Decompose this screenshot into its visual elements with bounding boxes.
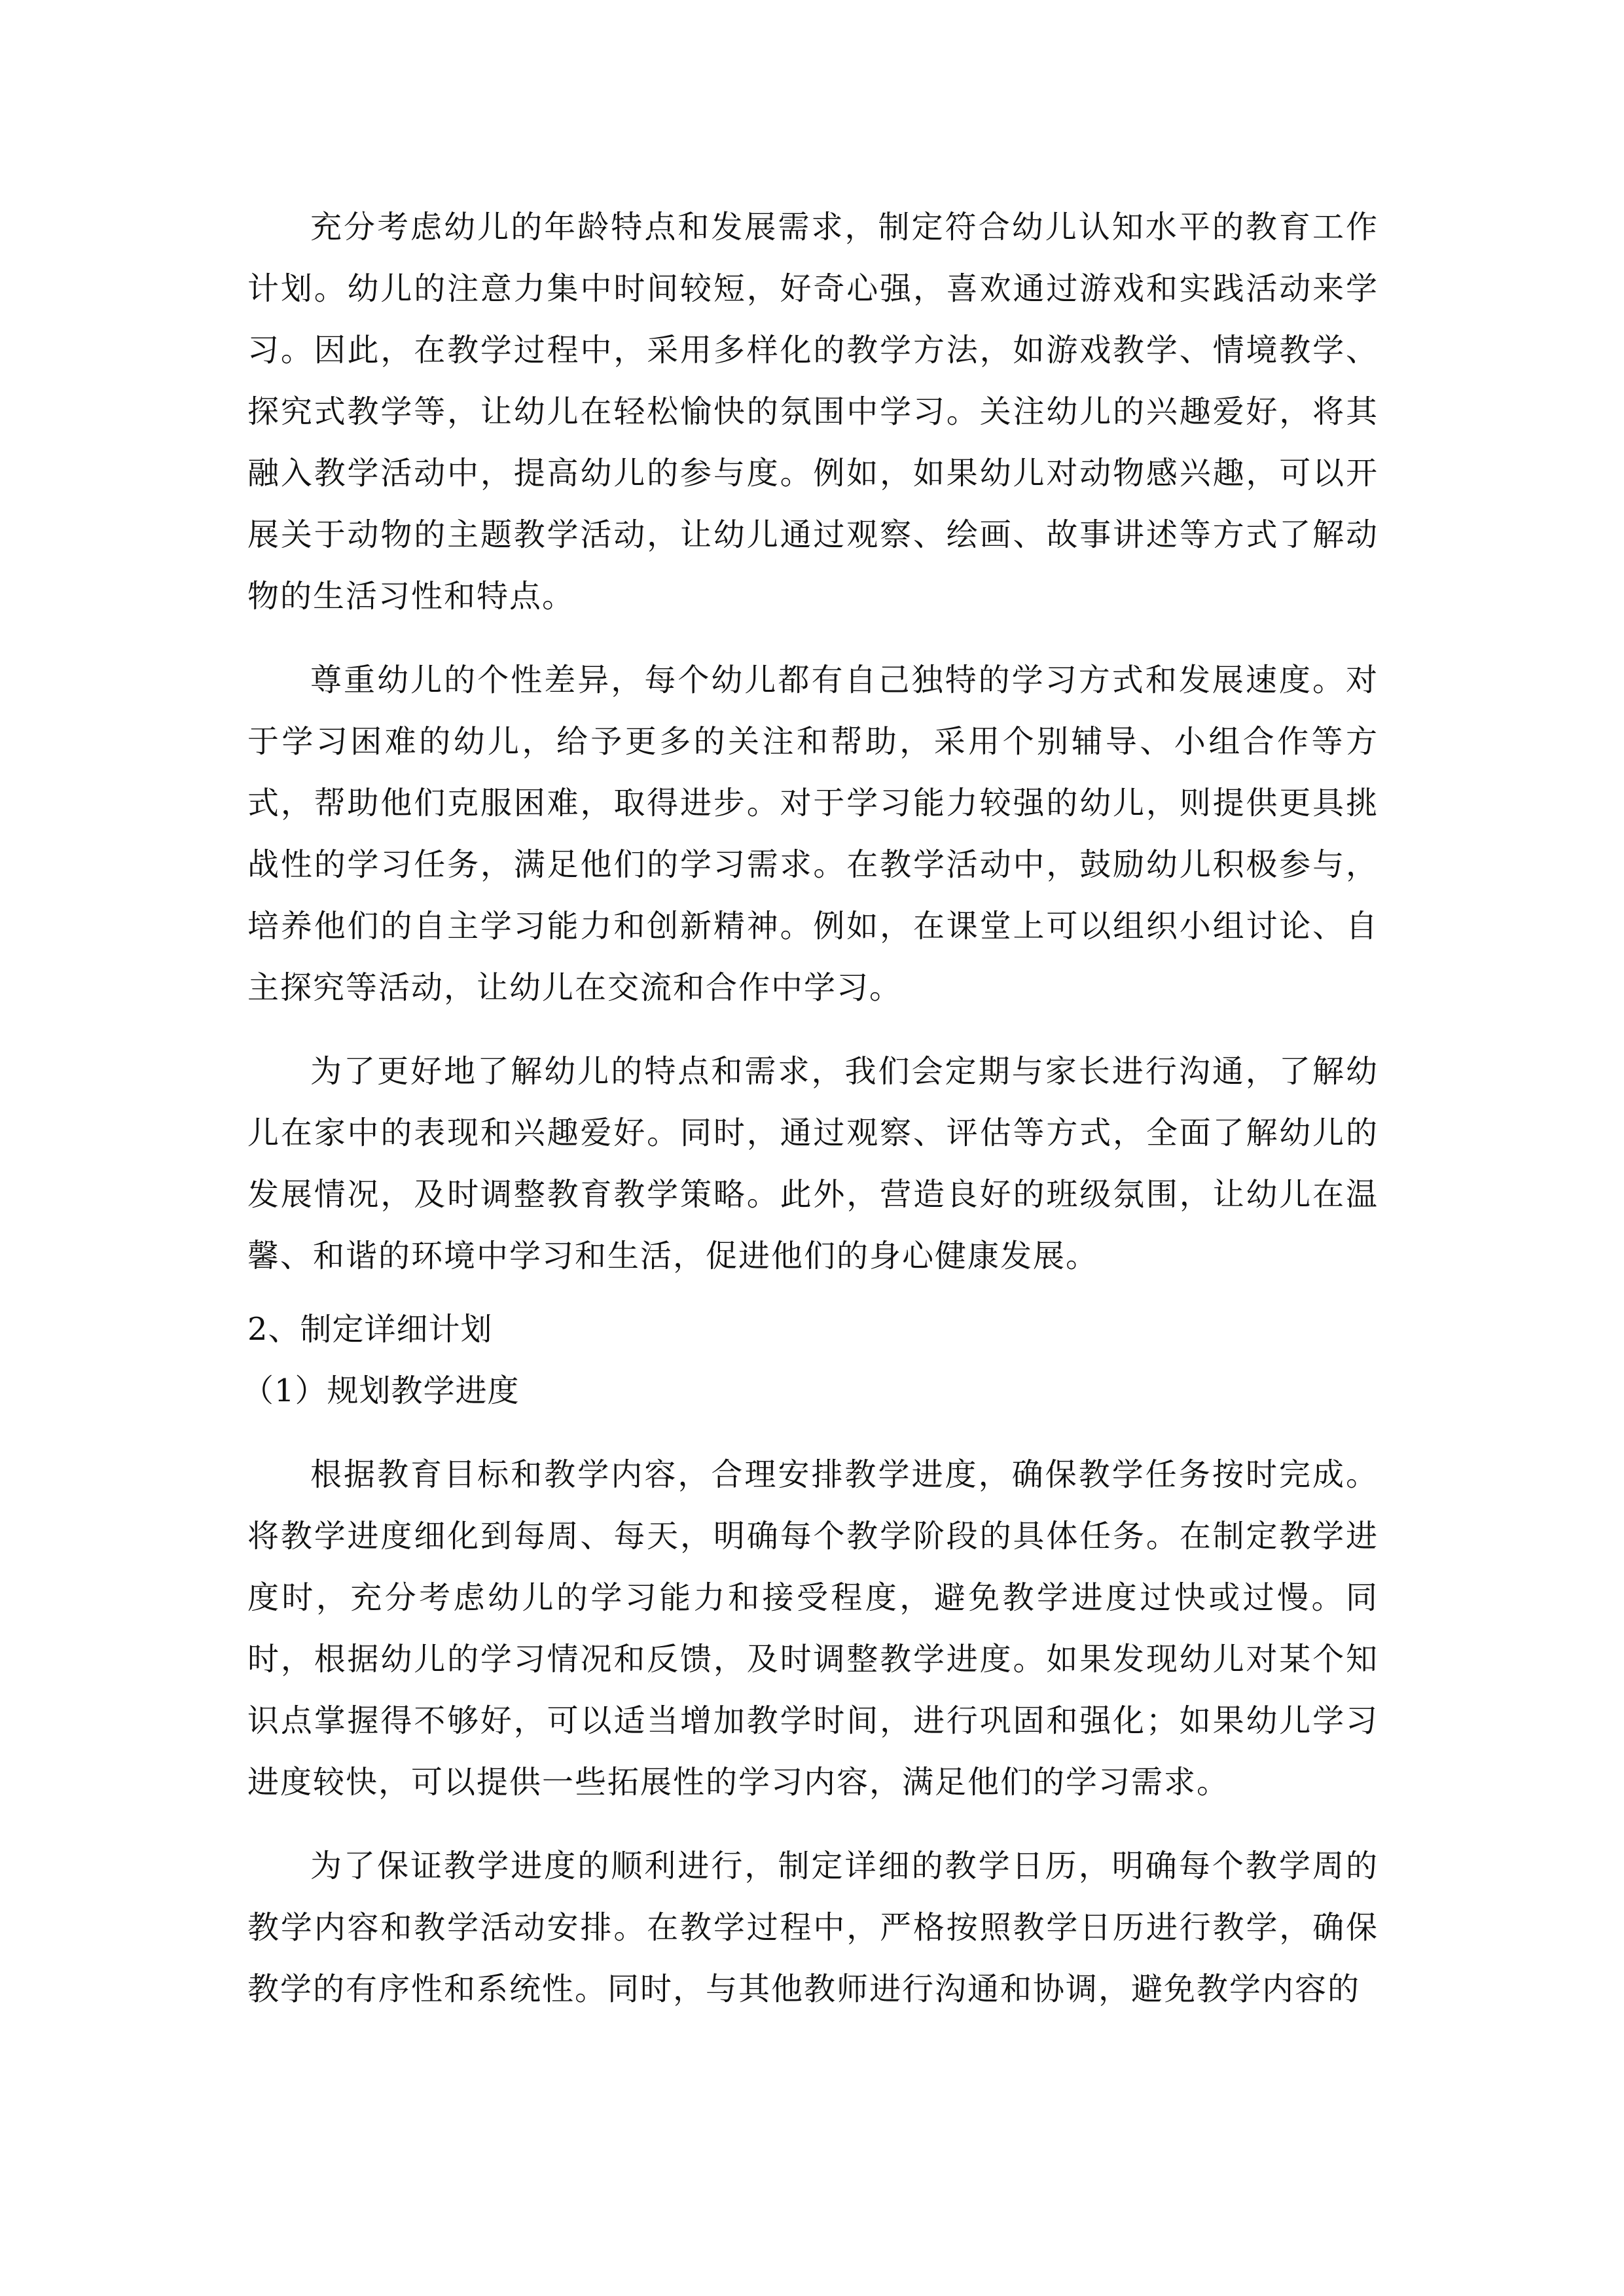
paragraph-teaching-progress: 根据教育目标和教学内容，合理安排教学进度，确保教学任务按时完成。将教学进度细化到每周、每天，明确每个教学阶段的具体任务。在制定教学进度时，充分考虑幼儿的学习能力和接受程度，避免教学进度过快或过慢。同时，根据幼儿的学习情况和反馈，及时调整教学进度。如果发现幼儿对某个知识点掌握得不够好，可以适当增加教学时间，进行巩固和强化；如果幼儿学习进度较快，可以提供一些拓展性的学习内容，满足他们的学习需求。 bbox=[247, 1456, 1379, 1801]
paragraph-parent-communication: 为了更好地了解幼儿的特点和需求，我们会定期与家长进行沟通，了解幼儿在家中的表现和兴趣爱好。同时，通过观察、评估等方式，全面了解幼儿的发展情况，及时调整教育教学策略。此外，营造良好的班级氛围，让幼儿在温馨、和谐的环境中学习和生活，促进他们的身心健康发展。 bbox=[247, 1053, 1379, 1274]
paragraph-individual-differences: 尊重幼儿的个性差异，每个幼儿都有自己独特的学习方式和发展速度。对于学习困难的幼儿，给予更多的关注和帮助，采用个别辅导、小组合作等方式，帮助他们克服困难，取得进步。对于学习能力较强的幼儿，则提供更具挑战性的学习任务，满足他们的学习需求。在教学活动中，鼓励幼儿积极参与，培养他们的自主学习能力和创新精神。例如，在课堂上可以组织小组讨论、自主探究等活动，让幼儿在交流和合作中学习。 bbox=[247, 662, 1379, 1006]
document-body bbox=[242, 196, 1379, 2020]
paragraph-teaching-calendar: 为了保证教学进度的顺利进行，制定详细的教学日历，明确每个教学周的教学内容和教学活动安排。在教学过程中，严格按照教学日历进行教学，确保教学的有序性和系统性。同时，与其他教师进行沟通和协调，避免教学内容的 bbox=[247, 1848, 1379, 2007]
paragraph-age-characteristics: 充分考虑幼儿的年龄特点和发展需求，制定符合幼儿认知水平的教育工作计划。幼儿的注意力集中时间较短，好奇心强，喜欢通过游戏和实践活动来学习。因此，在教学过程中，采用多样化的教学方法，如游戏教学、情境教学、探究式教学等，让幼儿在轻松愉快的氛围中学习。关注幼儿的兴趣爱好，将其融入教学活动中，提高幼儿的参与度。例如，如果幼儿对动物感兴趣，可以开展关于动物的主题教学活动，让幼儿通过观察、绘画、故事讲述等方式了解动物的生活习性和特点。 bbox=[247, 209, 1379, 615]
subsection-heading-teaching-progress: （1）规划教学进度 bbox=[242, 1372, 520, 1409]
section-heading-detailed-plan: 2、制定详细计划 bbox=[247, 1311, 493, 1348]
